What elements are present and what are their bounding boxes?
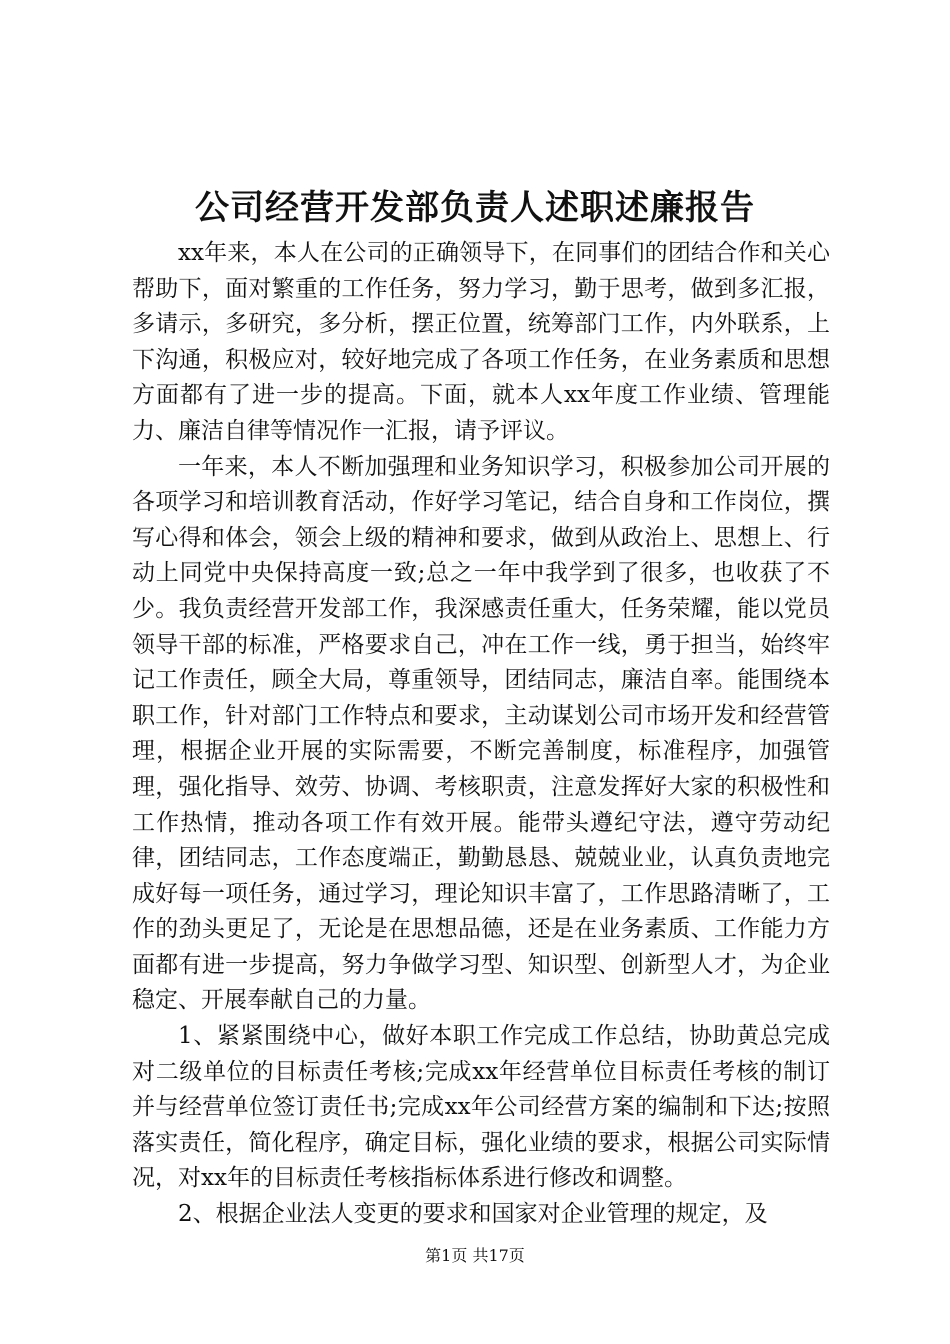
document-title: 公司经营开发部负责人述职述廉报告 [195,188,755,228]
page-footer: 第1页 共17页 [425,1246,525,1265]
document-body [132,236,830,1233]
paragraph-intro: xx年来，本人在公司的正确领导下，在同事们的团结合作和关心帮助下，面对繁重的工作任务，努力学习，勤于思考，做到多汇报，多请示，多研究，多分析，摆正位置，统筹部门工作，内外联系，上下沟通，积极应对，较好地完成了各项工作任务，在业务素质和思想方面都有了进一步的提高。下面，就本人xx年度工作业绩、管理能力、廉洁自律等情况作一汇报，请予评议。 [132,240,830,444]
paragraph-year-review: 一年来，本人不断加强理和业务知识学习，积极参加公司开展的各项学习和培训教育活动，作好学习笔记，结合自身和工作岗位，撰写心得和体会，领会上级的精神和要求，做到从政治上、思想上、行动上同党中央保持高度一致;总之一年中我学到了很多，也收获了不少。我负责经营开发部工作，我深感责任重大，任务荣耀，能以党员领导干部的标准，严格要求自己，冲在工作一线，勇于担当，始终牢记工作责任，顾全大局，尊重领导，团结同志，廉洁自率。能围绕本职工作，针对部门工作特点和要求，主动谋划公司市场开发和经营管理，根据企业开展的实际需要，不断完善制度，标准程序，加强管理，强化指导、效劳、协调、考核职责，注意发挥好大家的积极性和工作热情，推动各项工作有效开展。能带头遵纪守法，遵守劳动纪律，团结同志，工作态度端正，勤勤恳恳、兢兢业业，认真负责地完成好每一项任务，通过学习，理论知识丰富了，工作思路清晰了，工作的劲头更足了，无论是在思想品德，还是在业务素质、工作能力方面都有进一步提高，努力争做学习型、知识型、创新型人才，为企业稳定、开展奉献自己的力量。 [132,453,830,1014]
paragraph-item-2: 2、根据企业法人变更的要求和国家对企业管理的规定，及 [178,1201,768,1228]
paragraph-item-1: 1、紧紧围绕中心，做好本职工作完成工作总结，协助黄总完成对二级单位的目标责任考核;完成xx年经营单位目标责任考核的制订并与经营单位签订责任书;完成xx年公司经营方案的编制和下达;按照落实责任，简化程序，确定目标，强化业绩的要求，根据公司实际情况，对xx年的目标责任考核指标体系进行修改和调整。 [132,1023,830,1192]
